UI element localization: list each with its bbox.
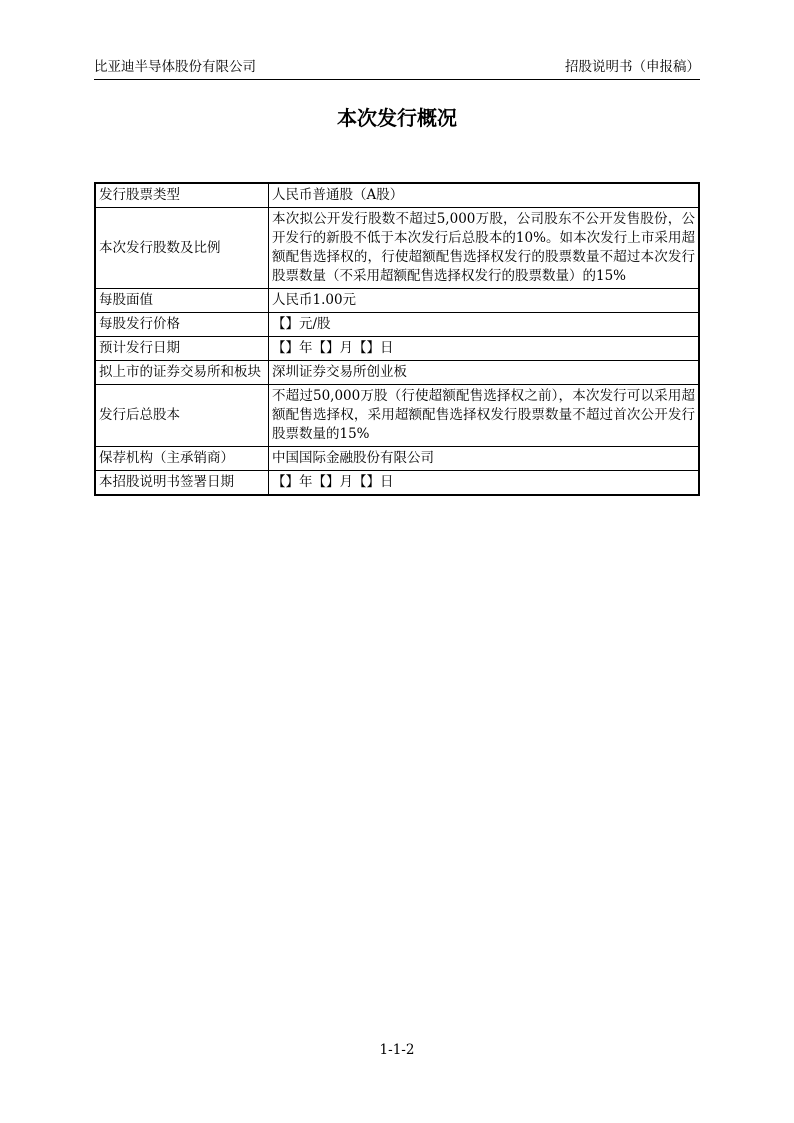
row-value: 本次拟公开发行股数不超过5,000万股，公司股东不公开发售股份，公开发行的新股不低于本次发行后总股本的10%。如本次发行上市采用超额配售选择权的，行使超额配售选择权发行的股票数量不超过本次发行股票数量（不采用超额配售选择权发行的股票数量）的15% (269, 208, 700, 289)
table-row (95, 471, 699, 496)
row-value: 【】年【】月【】日 (269, 337, 700, 361)
row-value: 人民币普通股（A股） (269, 183, 700, 208)
row-value: 【】年【】月【】日 (269, 471, 700, 496)
table-row (95, 208, 699, 289)
row-label: 本招股说明书签署日期 (95, 471, 269, 496)
row-label: 每股面值 (95, 289, 269, 313)
table-row (95, 183, 699, 208)
row-value: 中国国际金融股份有限公司 (269, 447, 700, 471)
table-row (95, 289, 699, 313)
row-label: 拟上市的证券交易所和板块 (95, 361, 269, 385)
offering-overview-table (94, 182, 700, 496)
company-name: 比亚迪半导体股份有限公司 (94, 59, 256, 75)
table-row (95, 447, 699, 471)
row-label: 发行后总股本 (95, 385, 269, 447)
row-label: 保荐机构（主承销商） (95, 447, 269, 471)
table-row (95, 385, 699, 447)
row-value: 人民币1.00元 (269, 289, 700, 313)
page-title: 本次发行概况 (337, 106, 457, 130)
row-label: 本次发行股数及比例 (95, 208, 269, 289)
row-label: 每股发行价格 (95, 313, 269, 337)
table-row (95, 313, 699, 337)
row-value: 深圳证券交易所创业板 (269, 361, 700, 385)
row-label: 预计发行日期 (95, 337, 269, 361)
row-label: 发行股票类型 (95, 183, 269, 208)
row-value: 【】元/股 (269, 313, 700, 337)
page-number: 1-1-2 (379, 1042, 415, 1058)
row-value: 不超过50,000万股（行使超额配售选择权之前），本次发行可以采用超额配售选择权，采用超额配售选择权发行股票数量不超过首次公开发行股票数量的15% (269, 385, 700, 447)
page-header (94, 57, 700, 80)
table-row (95, 337, 699, 361)
document-type: 招股说明书（申报稿） (565, 59, 700, 75)
table-row (95, 361, 699, 385)
